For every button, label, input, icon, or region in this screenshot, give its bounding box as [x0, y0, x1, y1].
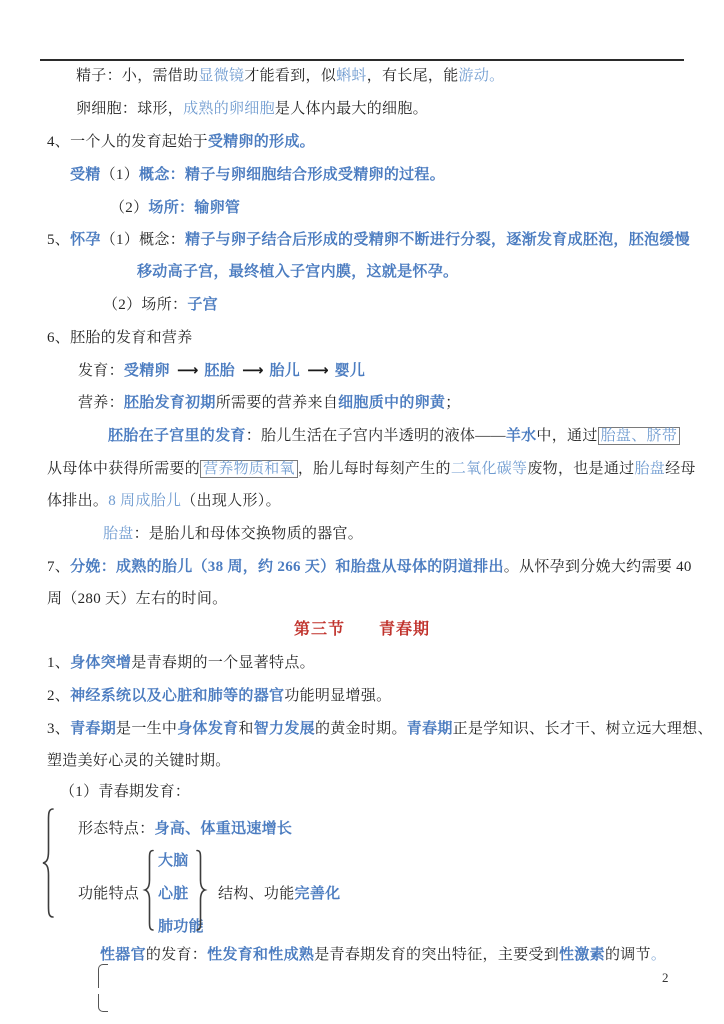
text-segment: 中，通过	[536, 428, 598, 444]
text-segment: 显微镜	[198, 68, 245, 84]
text-segment: 移动高子宫，最终植入子宫内膜，这就是怀孕。	[137, 264, 459, 280]
text-line	[47, 458, 696, 480]
text-segment: 的发育：	[145, 947, 208, 963]
text-segment: 卵细胞：球形，	[76, 101, 184, 117]
page-number: 2	[662, 970, 669, 985]
text-segment: 周（280 天）左右的时间。	[47, 591, 228, 607]
text-segment: 3、	[47, 721, 71, 737]
text-line	[103, 523, 363, 545]
text-segment: 4、一个人的发育起始于	[47, 134, 208, 150]
text-segment: 性器官	[100, 947, 146, 963]
text-segment: 羊水	[505, 428, 537, 444]
text-segment: （1）青春期发育：	[60, 784, 191, 800]
text-segment: 神经系统以及心脏和肺等的器官	[70, 688, 285, 704]
text-line	[78, 392, 461, 414]
morph-trait-label: 形态特点：	[78, 821, 155, 837]
text-segment: （出现人形）。	[181, 493, 281, 509]
text-segment: 。从怀孕到分娩大约需要 40	[503, 559, 692, 575]
partial-brace-top-icon	[98, 964, 108, 988]
text-segment: 胎盘	[103, 526, 134, 542]
text-segment: 和	[238, 721, 254, 737]
text-line	[100, 944, 666, 966]
text-line	[47, 588, 227, 610]
text-segment: 性发育和性成熟	[207, 947, 315, 963]
text-line	[70, 164, 445, 186]
text-segment: 游动。	[458, 68, 505, 84]
text-segment: 1、	[47, 655, 71, 671]
text-segment: 经母	[665, 461, 696, 477]
text-segment: 身体突增	[70, 655, 132, 671]
inner-open-brace-icon	[142, 849, 156, 932]
text-segment: 塑造美好心灵的关键时期。	[47, 753, 231, 769]
morph-trait-value: 身高、体重迅速增长	[154, 821, 293, 837]
text-segment: 胎盘	[634, 461, 666, 477]
text-line	[47, 229, 690, 251]
text-segment: 胚胎在子宫里的发育	[108, 428, 246, 444]
text-segment: 2、	[47, 688, 71, 704]
func-trait-label: 功能特点	[78, 886, 140, 902]
text-line	[47, 750, 231, 772]
text-segment: 子宫	[187, 297, 218, 313]
inner-close-brace-icon	[194, 849, 208, 932]
text-segment: 身体发育	[177, 721, 239, 737]
text-line	[137, 261, 458, 283]
text-segment: 性激素	[559, 947, 605, 963]
text-line	[60, 781, 190, 803]
text-segment: 的调节	[604, 947, 651, 963]
text-segment: 是一生中	[116, 721, 178, 737]
text-segment: 精子：小，需借助	[76, 68, 199, 84]
text-segment: 青春期	[70, 721, 117, 737]
text-segment: 成熟的卵细胞	[183, 101, 275, 117]
text-line	[76, 65, 504, 87]
text-segment: 6、胚胎的发育和营养	[47, 330, 193, 346]
text-segment: 受精卵的形成。	[207, 134, 315, 150]
flow-arrow-icon: ⟶	[176, 361, 198, 379]
text-segment: 场所：输卵管	[148, 200, 241, 216]
organ-lung: 肺功能	[158, 919, 204, 935]
text-line	[47, 327, 193, 349]
text-segment: 受精卵	[123, 363, 170, 379]
text-segment: 是青春期的一个显著特点。	[131, 655, 315, 671]
text-segment: 蝌蚪	[336, 68, 367, 84]
organ-brain: 大脑	[158, 853, 189, 869]
text-segment: （1）	[100, 167, 140, 183]
text-segment: 分娩：成熟的胎儿（38 周，约 266 天）和胎盘从母体的阴道排出	[70, 559, 504, 575]
text-segment: 二氧化碳等	[450, 461, 528, 477]
text-segment: 智力发展	[253, 721, 315, 737]
text-segment: 受精	[70, 167, 101, 183]
result-highlight: 完善化	[294, 886, 341, 902]
text-segment: 青春期	[406, 721, 453, 737]
text-line	[78, 359, 365, 382]
text-line	[47, 718, 713, 740]
morph-trait-row	[78, 818, 292, 840]
text-segment: 怀孕	[70, 232, 101, 248]
header-rule	[40, 59, 684, 61]
text-segment: 发育：	[78, 363, 124, 379]
text-segment: 才能看到，似	[244, 68, 337, 84]
text-segment: ，有长尾，能	[366, 68, 459, 84]
text-line	[108, 425, 680, 447]
text-segment: 。	[650, 947, 667, 963]
text-line	[47, 685, 391, 707]
text-line	[76, 98, 428, 120]
text-segment: 5、	[47, 232, 71, 248]
text-segment: 营养物质和氧	[200, 460, 298, 478]
text-segment: 8 周成胎儿	[108, 493, 182, 509]
text-segment: ：是胎儿和母体交换物质的器官。	[133, 526, 364, 542]
text-segment: 的黄金时期。	[314, 721, 407, 737]
text-segment: 精子与卵子结合后形成的受精卵不断进行分裂，逐渐发育成胚泡，胚泡缓慢	[185, 232, 690, 248]
text-segment: 废物，也是通过	[527, 461, 635, 477]
diagram-result-row	[218, 883, 340, 905]
outer-brace-icon	[40, 807, 56, 919]
text-line	[47, 556, 692, 578]
organ-heart: 心脏	[158, 886, 189, 902]
text-segment: （1）概念：	[100, 232, 186, 248]
text-segment: 婴儿	[334, 363, 366, 379]
text-segment: （2）	[110, 200, 149, 216]
text-segment: 体排出。	[47, 493, 109, 509]
text-segment: 概念：精子与卵细胞结合形成受精卵的过程。	[139, 167, 446, 183]
section-title: 第三节 青春期	[293, 621, 430, 638]
text-segment: 从母体中获得所需要的	[47, 461, 201, 477]
text-segment: 胎儿	[269, 363, 301, 379]
text-segment: 营养：	[78, 395, 124, 411]
text-segment: 是人体内最大的细胞。	[274, 101, 428, 117]
text-segment: ；	[445, 395, 461, 411]
partial-brace-bottom-icon	[98, 994, 108, 1012]
flow-arrow-icon: ⟶	[241, 361, 263, 379]
text-segment: 功能明显增强。	[284, 688, 392, 704]
text-segment: 所需要的营养来自	[215, 395, 339, 411]
text-line	[103, 294, 218, 316]
text-line	[47, 652, 315, 674]
text-segment: 正是学知识、长才干、树立远大理想、	[452, 721, 713, 737]
result-prefix: 结构、功能	[218, 886, 295, 902]
text-segment: 是青春期发育的突出特征，主要受到	[314, 947, 560, 963]
text-segment: 细胞质中的卵黄	[338, 395, 446, 411]
text-segment: （2）场所：	[103, 297, 188, 313]
text-line	[110, 197, 240, 219]
text-segment: ：胎儿生活在子宫内半透明的液体——	[245, 428, 506, 444]
flow-arrow-icon: ⟶	[307, 361, 328, 379]
text-line	[47, 131, 315, 153]
text-segment: 胚胎发育初期	[123, 395, 216, 411]
text-segment: 7、	[47, 559, 71, 575]
text-segment: ，胎儿每时每刻产生的	[297, 461, 451, 477]
text-segment: 胎盘、脐带	[598, 427, 681, 445]
text-line	[47, 490, 281, 512]
text-segment: 胚胎	[204, 363, 235, 379]
